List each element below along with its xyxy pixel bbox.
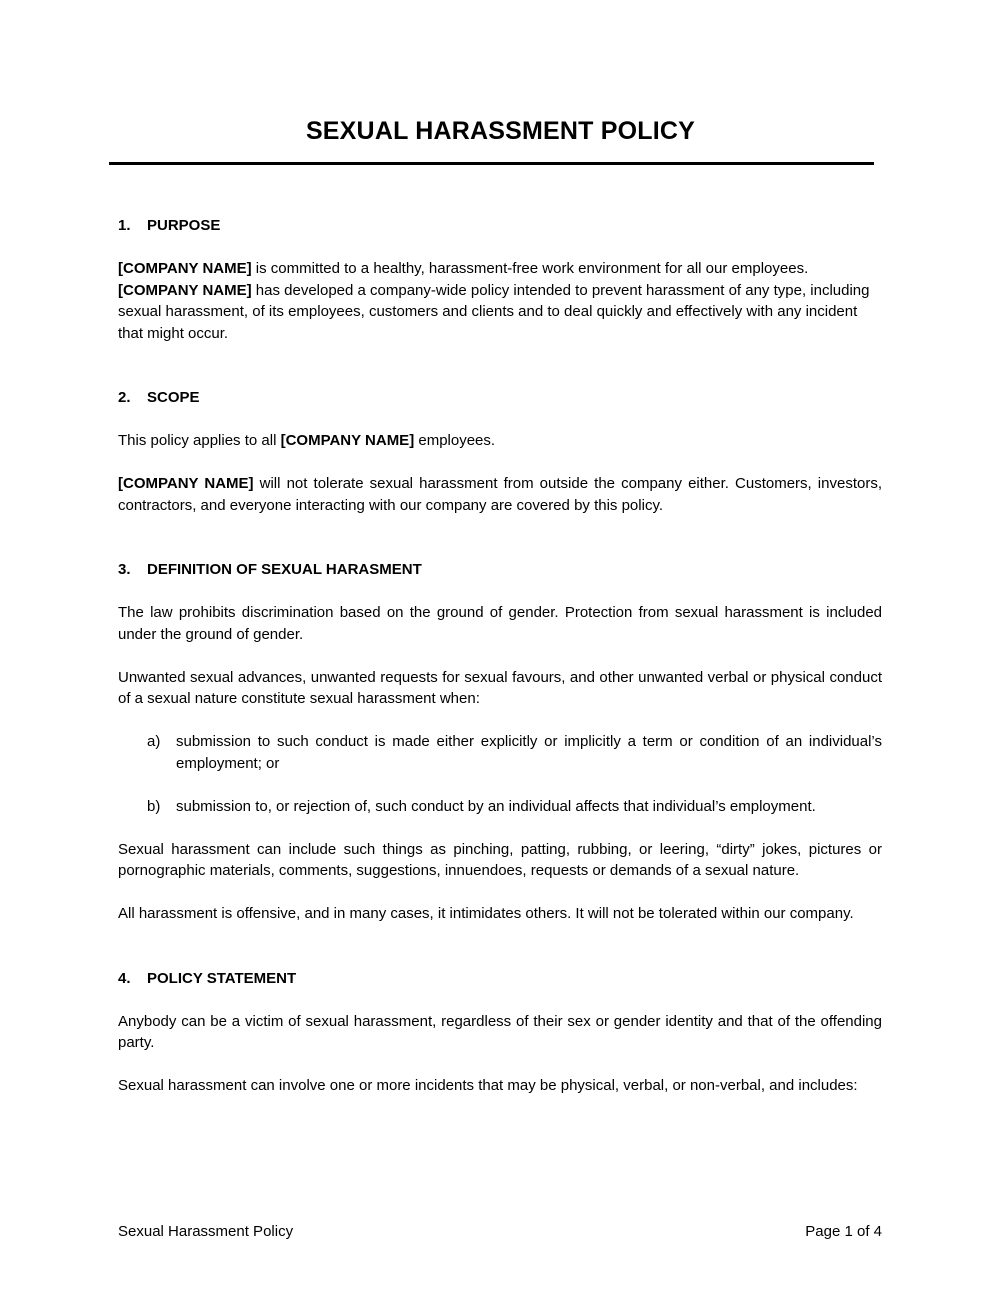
list-marker: a) [147,733,161,750]
paragraph: Unwanted sexual advances, unwanted requests for sexual favours, and other unwanted verbal or physical conduct of a sexual nature constitute sexual harassment when: [118,668,882,707]
paragraph: Sexual harassment can involve one or more incidents that may be physical, verbal, or non-verbal, and includes: [118,1077,858,1094]
section-number: 2. [118,389,131,406]
list-item-text: submission to, or rejection of, such conduct by an individual affects that individual’s employment. [176,797,816,815]
page-footer [118,1221,882,1242]
title-divider [109,162,874,165]
document-title: SEXUAL HARASSMENT POLICY [305,117,696,145]
footer-page-number: Page 1 of 4 [805,1223,882,1240]
section-policy-statement [118,968,882,1097]
section-number: 1. [118,217,131,234]
company-placeholder: [COMPANY NAME] [118,281,252,299]
paragraph-text: will not tolerate sexual harassment from outside the company either. Customers, investors, contractors, and everyone interacting with our company are covered by this policy. [118,475,882,514]
section-title: DEFINITION OF SEXUAL HARASMENT [147,561,422,578]
paragraph: The law prohibits discrimination based on the ground of gender. Protection from sexual harassment is included under the ground of gender. [118,604,882,643]
paragraph-text: is committed to a healthy, harassment-free work environment for all our employees. [251,260,809,277]
paragraph: Anybody can be a victim of sexual harassment, regardless of their sex or gender identity and that of the offending party. [118,1012,882,1051]
section-number: 3. [118,561,131,578]
paragraph: All harassment is offensive, and in many cases, it intimidates others. It will not be tolerated within our company. [118,905,854,922]
definition-list [118,731,882,817]
section-heading [118,215,882,237]
list-item-text: submission to such conduct is made either explicitly or implicitly a term or condition of an individual’s employment; or [176,733,882,772]
section-purpose [118,215,882,344]
section-heading [118,387,882,409]
section-title: PURPOSE [147,217,221,234]
section-heading [118,559,882,581]
paragraph [118,473,882,516]
company-placeholder: [COMPANY NAME] [118,260,252,277]
document-body [118,215,882,1097]
paragraph [118,258,882,344]
paragraph-text: employees. [414,432,496,449]
section-title: POLICY STATEMENT [147,969,297,987]
paragraph-text: This policy applies to all [118,432,281,449]
company-placeholder: [COMPANY NAME] [280,432,415,449]
section-scope [118,387,882,516]
list-marker: b) [147,797,161,815]
section-definition [118,559,882,925]
list-item [118,731,882,774]
section-number: 4. [118,969,131,987]
paragraph [118,430,882,452]
list-item [118,796,882,818]
section-heading [118,968,882,990]
section-title: SCOPE [147,389,200,406]
paragraph-text: has developed a company-wide policy intended to prevent harassment of any type, including sexual harassment, of its employees, customers and clients and to deal quickly and effectively with any incident that might occur. [118,281,870,342]
paragraph: Sexual harassment can include such things as pinching, patting, rubbing, or leering, “dirty” jokes, pictures or pornographic materials, comments, suggestions, innuendoes, requests or demands of a sexual nature. [118,840,882,879]
footer-document-name: Sexual Harassment Policy [118,1223,294,1240]
company-placeholder: [COMPANY NAME] [118,475,254,492]
